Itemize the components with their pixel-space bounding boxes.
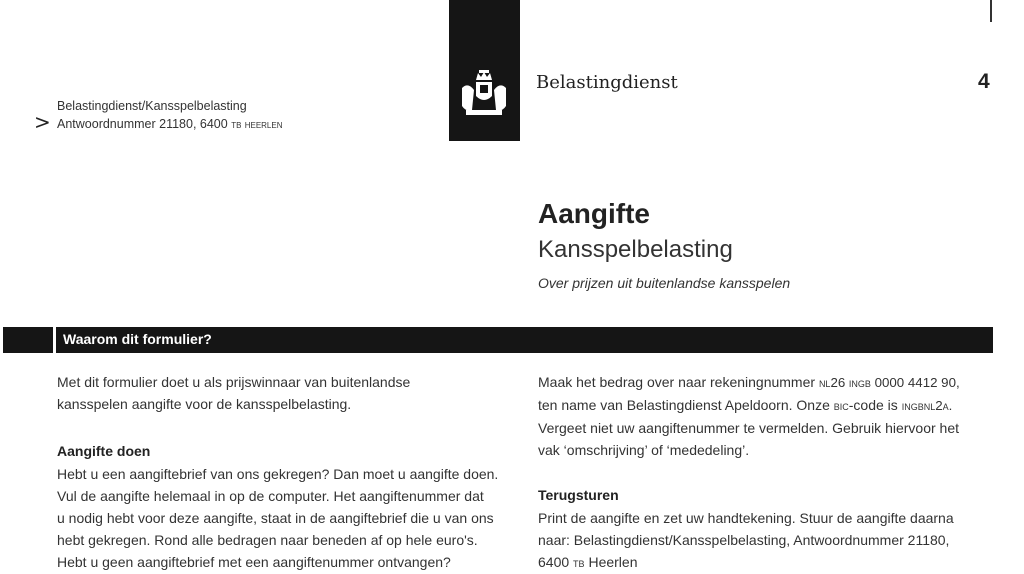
text-line: Vul de aangifte helemaal in op de computer. Het aangiftenummer dat [57, 488, 484, 504]
arrow-right-icon: > [34, 110, 51, 134]
text-line: kansspelen aangifte voor de kansspelbelasting. [57, 396, 352, 412]
text-line: Hebt u geen aangiftebrief met een aangiftenummer ontvangen? [57, 554, 451, 570]
text-line [538, 371, 960, 394]
iban: nl26 ingb 0000 4412 90, [818, 375, 960, 390]
text: ten name van Belastingdienst Apeldoorn. Onze [538, 397, 834, 413]
organization-name: Belastingdienst [536, 72, 678, 93]
text-line: hebt gekregen. Rond alle bedragen naar beneden af op hele euro's. [57, 532, 478, 548]
return-address-line1: Belastingdienst/Kansspelbelasting [57, 99, 247, 113]
section-bar-left [3, 327, 53, 353]
page-number: 4 [978, 70, 990, 93]
text-line [538, 551, 954, 574]
document-subtitle: Kansspelbelasting [538, 236, 733, 263]
subheading-terugsturen: Terugsturen [538, 487, 619, 503]
left-column-body [57, 463, 498, 573]
coat-of-arms-icon [454, 68, 514, 124]
text-line: Print de aangifte en zet uw handtekening. Stuur de aangifte daarna [538, 510, 954, 526]
text-line: u nodig hebt voor deze aangifte, staat in de aangiftebrief die u van ons [57, 510, 494, 526]
text-line: naar: Belastingdienst/Kansspelbelasting, Antwoordnummer 21180, [538, 532, 950, 548]
payment-instructions [538, 371, 960, 461]
document-title: Aangifte [538, 198, 650, 229]
text: bic [833, 398, 849, 413]
text-line: Hebt u een aangiftebrief van ons gekregen? Dan moet u aangifte doen. [57, 466, 499, 482]
text: Maak het bedrag over naar rekeningnummer [538, 374, 819, 390]
rijksoverheid-logo [449, 0, 520, 141]
address-text: Antwoordnummer 21180, 6400 [57, 117, 232, 131]
text-line: Met dit formulier doet u als prijswinnaar van buitenlandse [57, 374, 411, 390]
return-instructions [538, 507, 954, 574]
text: -code is [848, 397, 902, 413]
subheading-aangifte-doen: Aangifte doen [57, 443, 151, 459]
text-line: Vergeet niet uw aangiftenummer te vermelden. Gebruik hiervoor het [538, 420, 960, 436]
text-line: vak ‘omschrijving’ of ‘mededeling’. [538, 442, 750, 458]
text: Heerlen [584, 554, 638, 570]
address-city: tb heerlen [231, 117, 283, 131]
return-address-line2 [57, 117, 283, 131]
text-line [538, 394, 960, 417]
document-tagline: Over prijzen uit buitenlandse kansspelen [538, 275, 791, 291]
divider-line [990, 0, 992, 22]
left-column-intro [57, 371, 410, 415]
section-heading: Waarom dit formulier? [63, 331, 212, 347]
text: tb [573, 555, 585, 570]
text: 6400 [538, 554, 574, 570]
bic-code: ingbnl2a. [901, 398, 953, 413]
